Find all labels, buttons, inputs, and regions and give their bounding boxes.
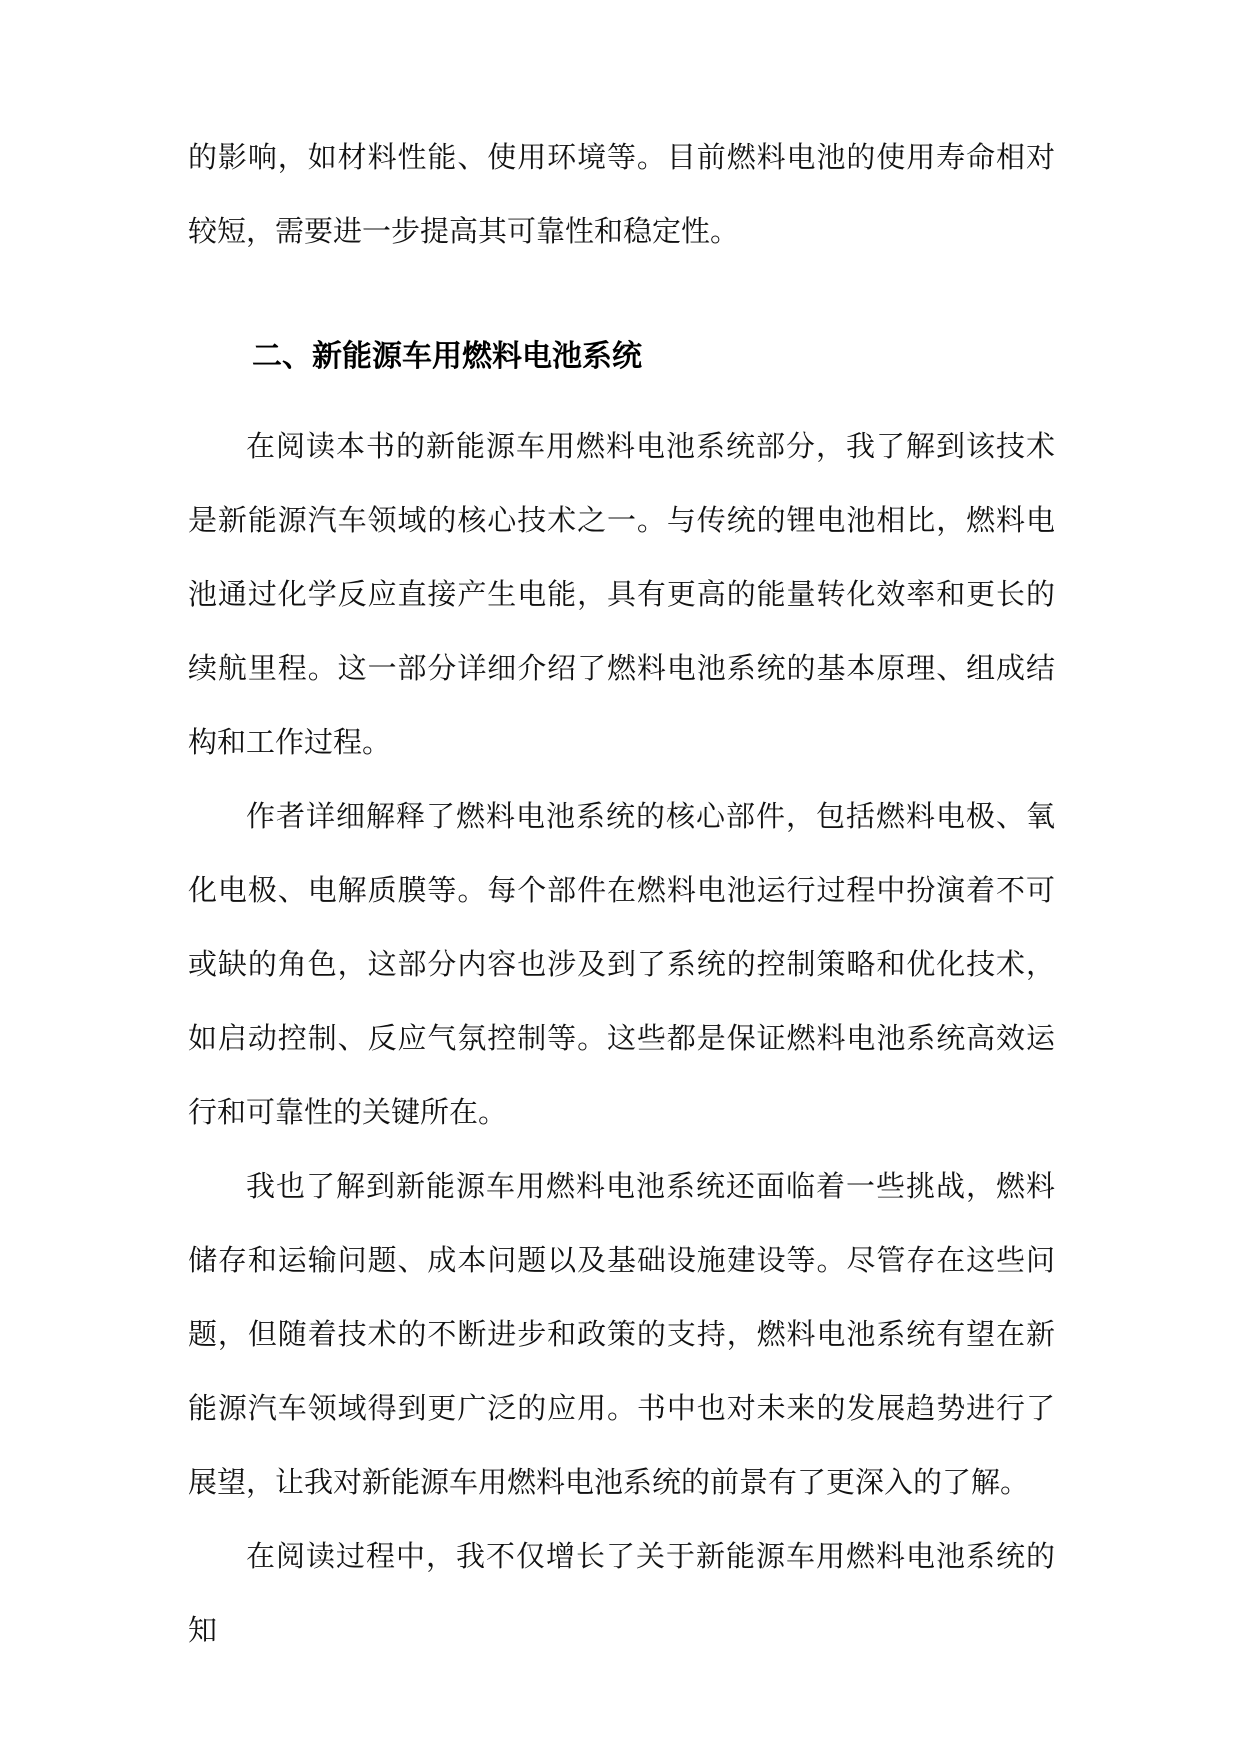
body-text-block xyxy=(188,409,1055,1667)
continued-paragraph: 的影响，如材料性能、使用环境等。目前燃料电池的使用寿命相对较短，需要进一步提高其可靠性和稳定性。 xyxy=(188,140,1055,248)
paragraph-3: 我也了解到新能源车用燃料电池系统还面临着一些挑战，燃料储存和运输问题、成本问题以及基础设施建设等。尽管存在这些问题，但随着技术的不断进步和政策的支持，燃料电池系统有望在新能源汽车领域得到更广泛的应用。书中也对未来的发展趋势进行了展望，让我对新能源车用燃料电池系统的前景有了更深入的了解。 xyxy=(188,1169,1055,1499)
continued-paragraph-block xyxy=(188,120,1055,268)
paragraph-4: 在阅读过程中，我不仅增长了关于新能源车用燃料电池系统的知 xyxy=(188,1539,1055,1647)
section-heading: 二、新能源车用燃料电池系统 xyxy=(252,339,642,374)
paragraph-1: 在阅读本书的新能源车用燃料电池系统部分，我了解到该技术是新能源汽车领域的核心技术之一。与传统的锂电池相比，燃料电池通过化学反应直接产生电能，具有更高的能量转化效率和更长的续航里程。这一部分详细介绍了燃料电池系统的基本原理、组成结构和工作过程。 xyxy=(188,429,1055,759)
paragraph-2: 作者详细解释了燃料电池系统的核心部件，包括燃料电极、氧化电极、电解质膜等。每个部件在燃料电池运行过程中扮演着不可或缺的角色，这部分内容也涉及到了系统的控制策略和优化技术，如启动控制、反应气氛控制等。这些都是保证燃料电池系统高效运行和可靠性的关键所在。 xyxy=(188,799,1055,1129)
